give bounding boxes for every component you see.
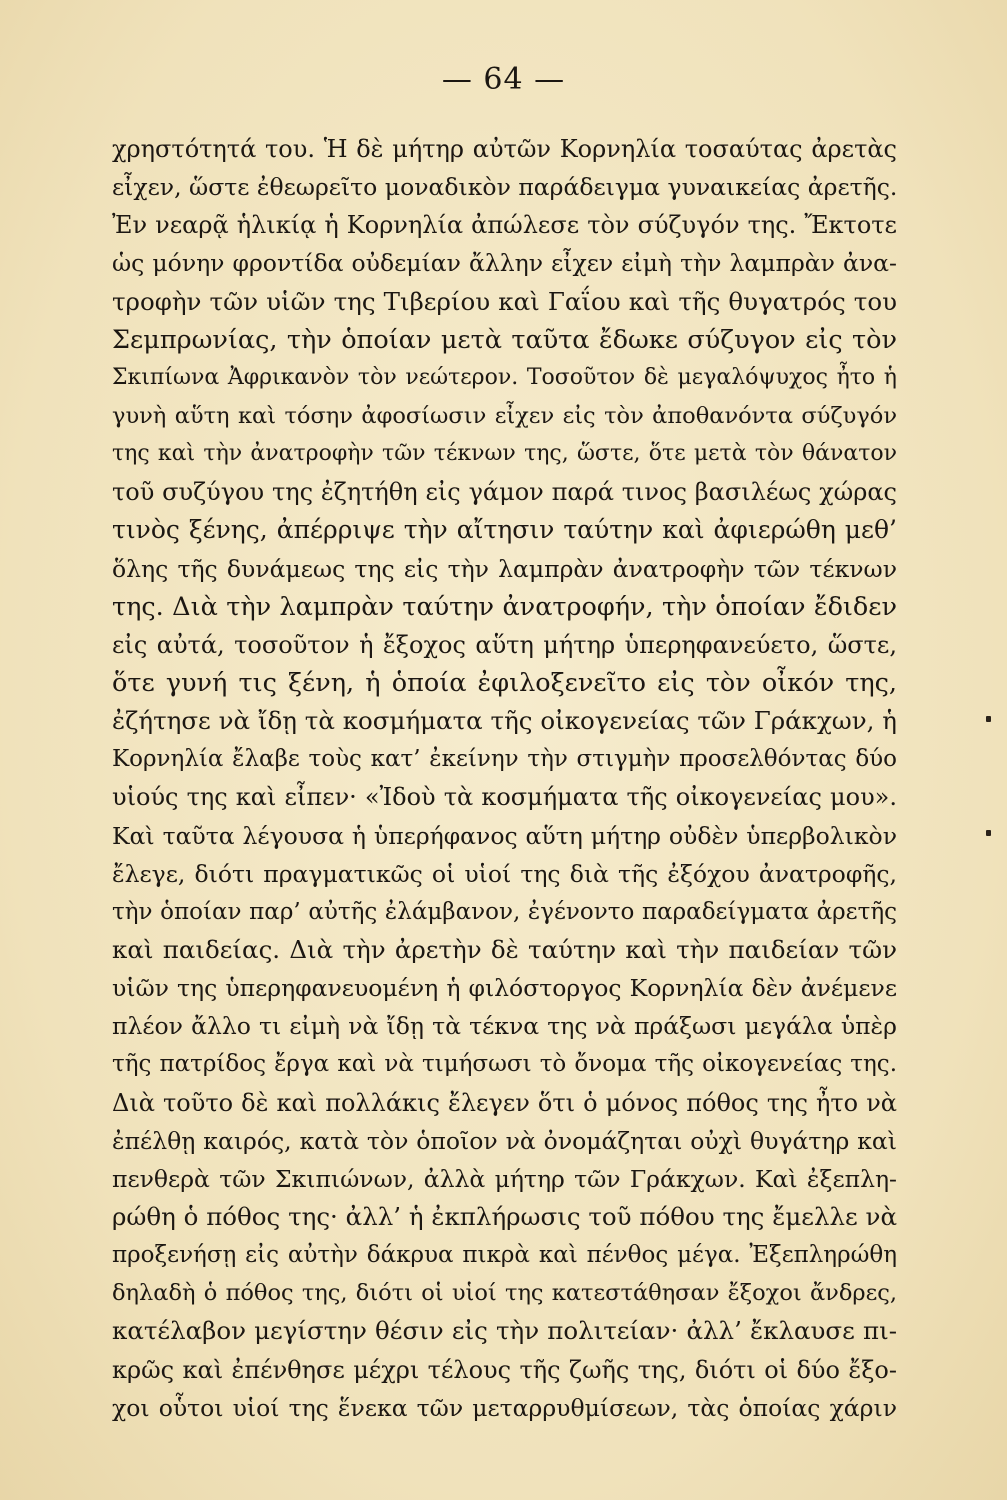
text-line: Σκιπίωνα Ἀφρικανὸν τὸν νεώτερον. Τοσοῦτον δὲ μεγαλόψυχος ἦτο ἡ bbox=[112, 364, 897, 390]
text-line: καὶ παιδείας. Διὰ τὴν ἀρετὴν δὲ ταύτην καὶ τὴν παιδείαν τῶν bbox=[112, 934, 897, 964]
text-line: ὡς μόνην φροντίδα οὐδεμίαν ἄλλην εἶχεν εἰμὴ τὴν λαμπρὰν ἀνα- bbox=[112, 249, 897, 278]
margin-mark bbox=[986, 830, 991, 836]
text-line: τροφὴν τῶν υἱῶν της Τιβερίου καὶ Γαΐου καὶ τῆς θυγατρός του bbox=[112, 286, 897, 316]
text-line: χοι οὗτοι υἱοί της ἕνεκα τῶν μεταρρυθμίσεων, τὰς ὁποίας χάριν bbox=[112, 1393, 897, 1422]
text-line: Σεμπρωνίας, τὴν ὁποίαν μετὰ ταῦτα ἔδωκε σύζυγον εἰς τὸν bbox=[112, 324, 897, 355]
text-line: ἔλεγε, διότι πραγματικῶς οἱ υἱοί της διὰ τῆς ἐξόχου ἀνατροφῆς, bbox=[112, 859, 897, 888]
text-line: γυνὴ αὕτη καὶ τόσην ἀφοσίωσιν εἶχεν εἰς τὸν ἀποθανόντα σύζυγόν bbox=[112, 402, 897, 429]
text-line: Καὶ ταῦτα λέγουσα ἡ ὑπερήφανος αὕτη μήτηρ οὐδὲν ὑπερβολικὸν bbox=[112, 821, 897, 850]
text-line: ἐπέλθῃ καιρός, κατὰ τὸν ὁποῖον νὰ ὀνομάζηται οὐχὶ θυγάτηρ καὶ bbox=[112, 1126, 897, 1155]
text-line: πλέον ἄλλο τι εἰμὴ νὰ ἴδῃ τὰ τέκνα της νὰ πράξωσι μεγάλα ὑπὲρ bbox=[112, 1012, 897, 1041]
text-line: τινὸς ξένης, ἀπέρριψε τὴν αἴτησιν ταύτην καὶ ἀφιερώθη μεθ’ bbox=[112, 515, 897, 545]
text-line: της καὶ τὴν ἀνατροφὴν τῶν τέκνων της, ὥστε, ὅτε μετὰ τὸν θάνατον bbox=[112, 441, 897, 467]
text-line: τῆς πατρίδος ἔργα καὶ νὰ τιμήσωσι τὸ ὄνομα τῆς οἰκογενείας της. bbox=[112, 1051, 897, 1078]
text-line: ὅλης τῆς δυνάμεως της εἰς τὴν λαμπρὰν ἀνατροφὴν τῶν τέκνων bbox=[112, 554, 897, 583]
text-line: της. Διὰ τὴν λαμπρὰν ταύτην ἀνατροφήν, τὴν ὁποίαν ἔδιδεν bbox=[112, 591, 897, 622]
text-line: ἐζήτησε νὰ ἴδῃ τὰ κοσμήματα τῆς οἰκογενείας τῶν Γράκχων, ἡ bbox=[112, 706, 897, 736]
text-line: Διὰ τοῦτο δὲ καὶ πολλάκις ἔλεγεν ὅτι ὁ μόνος πόθος της ἦτο νὰ bbox=[112, 1088, 897, 1117]
body-text bbox=[112, 130, 897, 1427]
text-line: χρηστότητά του. Ἡ δὲ μήτηρ αὐτῶν Κορνηλία τοσαύτας ἀρετὰς bbox=[112, 135, 897, 163]
text-line: τοῦ συζύγου της ἐζητήθη εἰς γάμον παρά τινος βασιλέως χώρας bbox=[112, 478, 897, 507]
text-line: υἱῶν της ὑπερηφανευομένη ἡ φιλόστοργος Κορνηλία δὲν ἀνέμενε bbox=[112, 974, 897, 1003]
text-line: υἱούς της καὶ εἶπεν· «Ἰδοὺ τὰ κοσμήματα τῆς οἰκογενείας μου». bbox=[112, 783, 897, 812]
text-line: τὴν ὁποίαν παρ’ αὐτῆς ἐλάμβανον, ἐγένοντο παραδείγματα ἀρετῆς bbox=[112, 898, 897, 925]
text-line: προξενήσῃ εἰς αὐτὴν δάκρυα πικρὰ καὶ πένθος μέγα. Ἐξεπληρώθη bbox=[112, 1242, 897, 1269]
text-line: κρῶς καὶ ἐπένθησε μέχρι τέλους τῆς ζωῆς της, διότι οἱ δύο ἔξο- bbox=[112, 1355, 897, 1384]
text-line: ρώθη ὁ πόθος της· ἀλλ’ ἡ ἐκπλήρωσις τοῦ πόθου της ἔμελλε νὰ bbox=[112, 1201, 897, 1231]
text-line: κατέλαβον μεγίστην θέσιν εἰς τὴν πολιτείαν· ἀλλ’ ἔκλαυσε πι- bbox=[112, 1316, 897, 1346]
text-line: δηλαδὴ ὁ πόθος της, διότι οἱ υἱοί της κατεστάθησαν ἔξοχοι ἄνδρες, bbox=[112, 1280, 897, 1307]
text-line: πενθερὰ τῶν Σκιπιώνων, ἀλλὰ μήτηρ τῶν Γράκχων. Καὶ ἐξεπλη- bbox=[112, 1164, 897, 1193]
text-line: ὅτε γυνή τις ξένη, ἡ ὁποία ἐφιλοξενεῖτο εἰς τὸν οἶκόν της, bbox=[112, 667, 897, 698]
margin-mark bbox=[986, 716, 991, 722]
page-number: — 64 — bbox=[441, 62, 566, 97]
text-line: Ἐν νεαρᾷ ἡλικίᾳ ἡ Κορνηλία ἀπώλεσε τὸν σύζυγόν της. Ἔκτοτε bbox=[112, 211, 897, 240]
text-line: εἰς αὐτά, τοσοῦτον ἡ ἔξοχος αὕτη μήτηρ ὑπερηφανεύετο, ὥστε, bbox=[112, 630, 897, 659]
text-line: εἶχεν, ὥστε ἐθεωρεῖτο μοναδικὸν παράδειγμα γυναικείας ἀρετῆς. bbox=[112, 173, 897, 202]
text-line: Κορνηλία ἔλαβε τοὺς κατ’ ἐκείνην τὴν στιγμὴν προσελθόντας δύο bbox=[112, 746, 897, 773]
